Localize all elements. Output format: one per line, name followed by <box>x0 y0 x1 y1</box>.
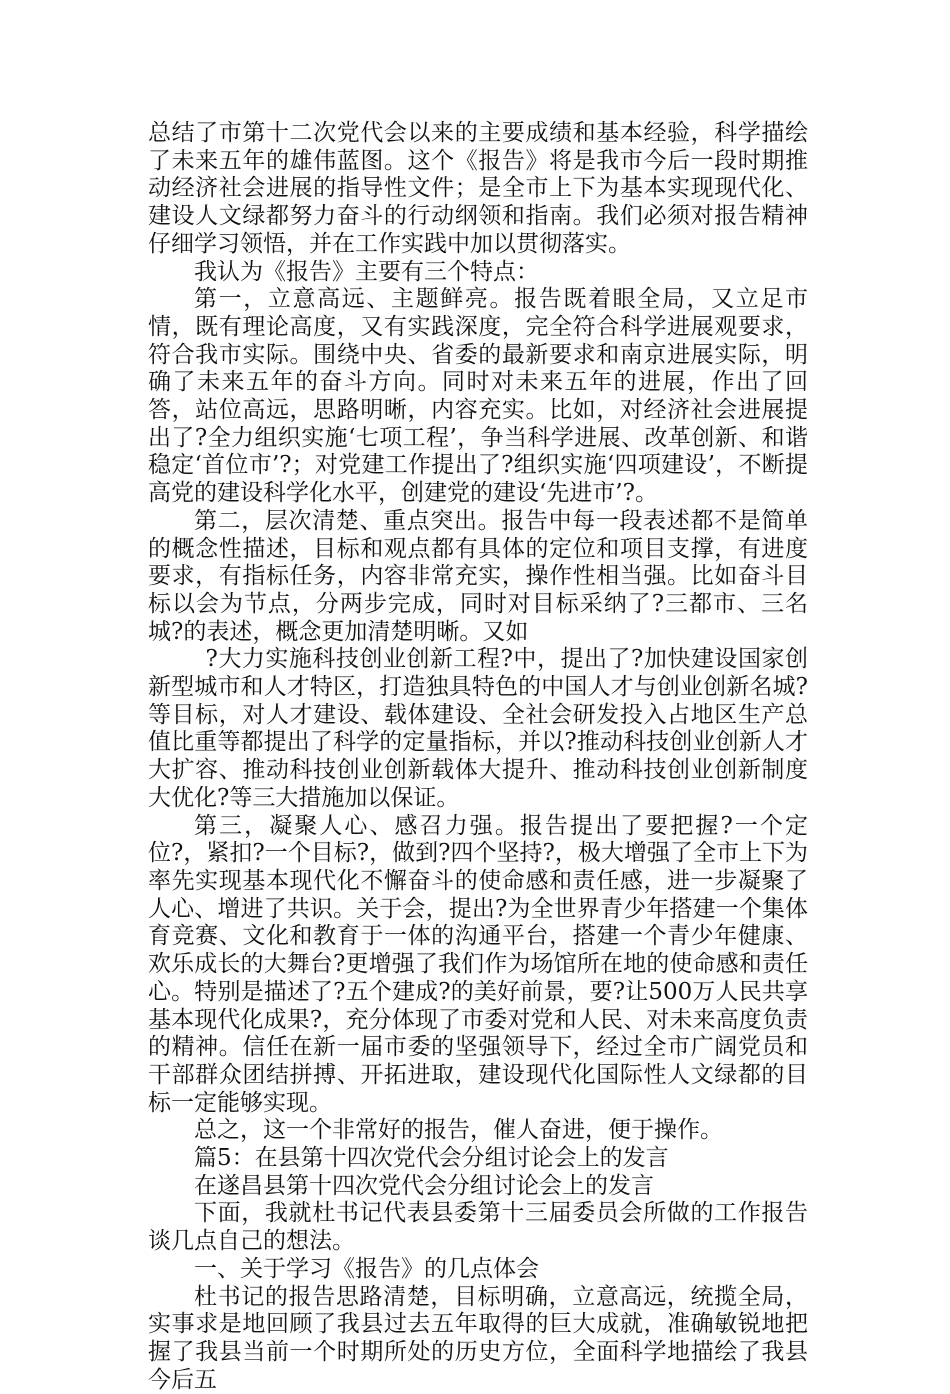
paragraph-tech-innovation: ?大力实施科技创业创新工程?中，提出了?加快建设国家创新型城市和人才特区，打造独具特色的中国人才与创业创新名城?等目标，对人才建设、载体建设、全社会研发投入占地区生产总值比重等都提出了科学的定量指标，并以?推动科技创业创新人才大扩容、推动科技创业创新载体大提升、推动科技创业创新制度大优化?等三大措施加以保证。 <box>148 646 808 811</box>
speech-title: 在遂昌县第十四次党代会分组讨论会上的发言 <box>194 1172 654 1199</box>
paragraph-continuation: 总结了市第十二次党代会以来的主要成绩和基本经验，科学描绘了未来五年的雄伟蓝图。这个《报告》将是我市今后一段时期推动经济社会进展的指导性文件；是全市上下为基本实现现代化、建设人文绿都努力奋斗的行动纲领和指南。我们必须对报告精神仔细学习领悟，并在工作实践中加以贯彻落实。 <box>148 120 808 257</box>
section-heading-part5: 篇5：在县第十四次党代会分组讨论会上的发言 <box>194 1145 669 1172</box>
paragraph-first-feature: 第一，立意高远、主题鲜亮。报告既着眼全局，又立足市情，既有理论高度，又有实践深度，完全符合科学进展观要求，符合我市实际。围绕中央、省委的最新要求和南京进展实际，明确了未来五年的奋斗方向。同时对未来五年的进展，作出了回答，站位高远，思路明晰，内容充实。比如，对经济社会进展提出了?全力组织实施‘七项工程’，争当科学进展、改革创新、和谐稳定‘首位市’?；对党建工作提出了?组织实施‘四项建设’，不断提高党的建设科学化水平，创建党的建设‘先进市’?。 <box>148 286 808 507</box>
subheading-study-report: 一、关于学习《报告》的几点体会 <box>194 1255 539 1282</box>
paragraph-summary: 总之，这一个非常好的报告，催人奋进，便于操作。 <box>194 1117 723 1144</box>
paragraph-second-feature: 第二，层次清楚、重点突出。报告中每一段表述都不是简单的概念性描述，目标和观点都有具体的定位和项目支撑，有进度要求，有指标任务，内容非常充实，操作性相当强。比如奋斗目标以会为节点，分两步完成，同时对目标采纳了?三都市、三名城?的表述，概念更加清楚明晰。又如 <box>148 507 808 645</box>
document-body <box>148 120 808 1394</box>
paragraph-report-review: 杜书记的报告思路清楚，目标明确，立意高远，统揽全局，实事求是地回顾了我县过去五年取得的巨大成就，准确敏锐地把握了我县当前一个时期所处的历史方位，全面科学地描绘了我县今后五 <box>148 1283 808 1393</box>
paragraph-three-features: 我认为《报告》主要有三个特点： <box>194 258 539 285</box>
paragraph-third-feature: 第三，凝聚人心、感召力强。报告提出了要把握?一个定位?，紧扣?一个目标?，做到?四个坚持?，极大增强了全市上下为率先实现基本现代化不懈奋斗的使命感和责任感，进一步凝聚了人心、增进了共识。关于会，提出?为全世界青少年搭建一个集体育竞赛、文化和教育于一体的沟通平台，搭建一个青少年健康、欢乐成长的大舞台?更增强了我们作为场馆所在地的使命感和责任心。特别是描述了?五个建成?的美好前景，要?让500万人民共享基本现代化成果?，充分体现了市委对党和人民、对未来高度负责的精神。信任在新一届市委的坚强领导下，经过全市广阔党员和干部群众团结拼搏、开拓进取，建设现代化国际性人文绿都的目标一定能够实现。 <box>148 812 808 1116</box>
paragraph-intro: 下面，我就杜书记代表县委第十三届委员会所做的工作报告谈几点自己的想法。 <box>148 1200 808 1255</box>
